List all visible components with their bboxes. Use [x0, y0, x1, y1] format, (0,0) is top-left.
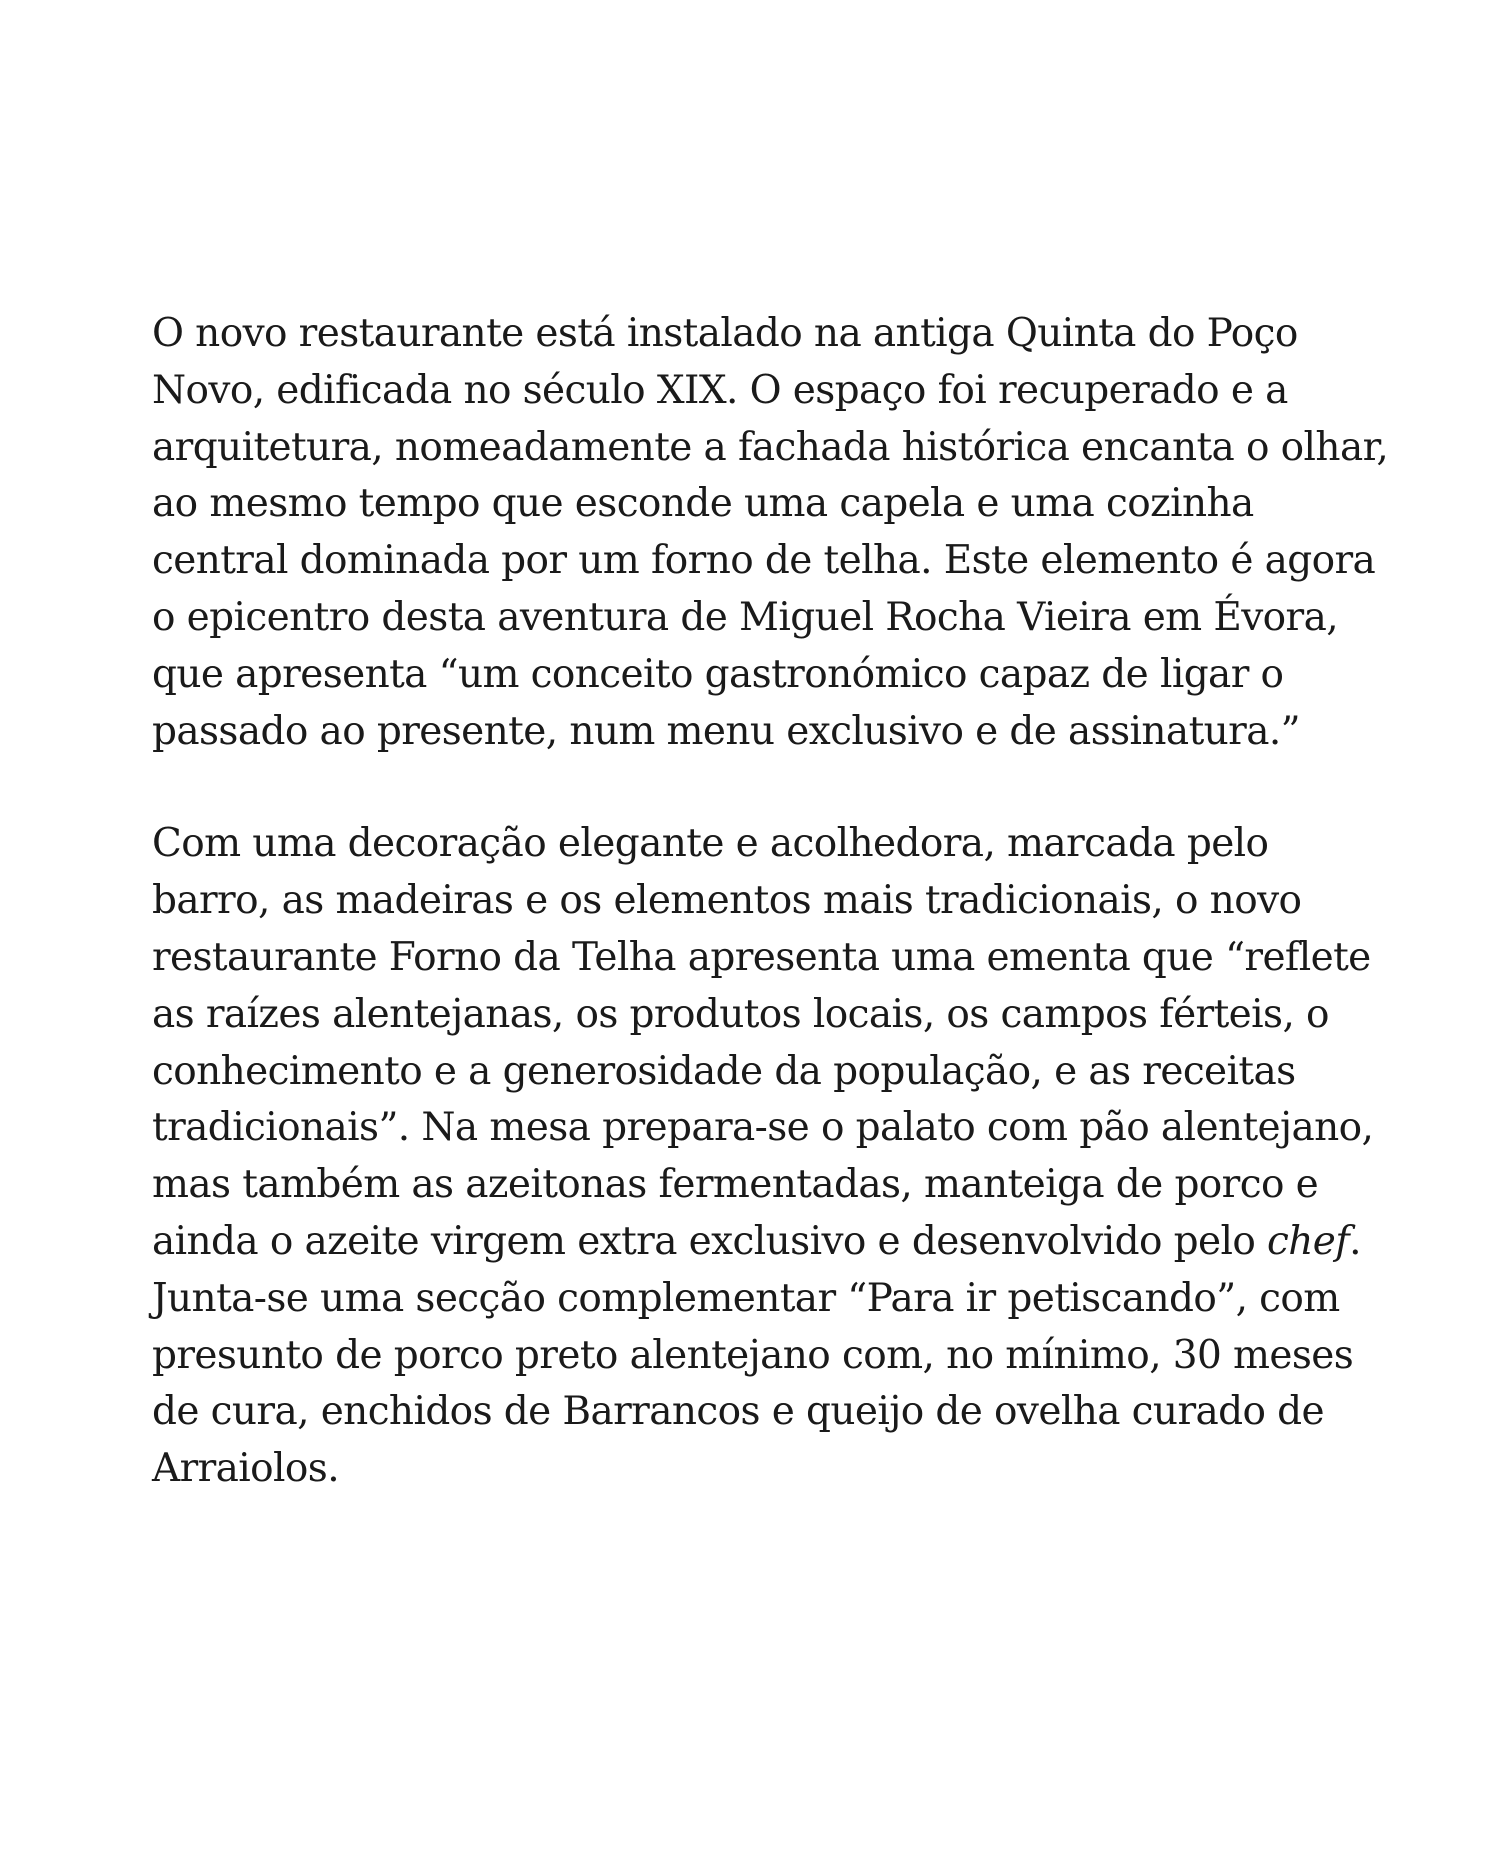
paragraph-quinta-do-poco-novo: O novo restaurante está instalado na antiga Quinta do Poço Novo, edificada no século XIX. O espaço foi recuperado e a arquitetura, nomeadamente a fachada histórica encanta o olhar, ao mesmo tempo que esconde uma capela e uma cozinha central dominada por um forno de telha. Este elemento é agora o epicentro desta aventura de Miguel Rocha Vieira em Évora, que apresenta “um conceito gastronómico capaz de ligar o passado ao presente, num menu exclusivo e de assinatura.”: [152, 311, 1389, 754]
paragraph-text: Com uma decoração elegante e acolhedora, marcada pelo barro, as madeiras e os elementos mais tradicionais, o novo restaurante Forno da Telha apresenta uma ementa que “reflete as raízes alentejanas, os produtos locais, os campos férteis, o conhecimento e a generosidade da população, e as receitas tradicionais”. Na mesa prepara-se o palato com pão alentejano, mas também as azeitonas fermentadas, manteiga de porco e ainda o azeite virgem extra exclusivo e desenvolvido pelo: [152, 821, 1374, 1264]
paragraph-forno-da-telha: [152, 816, 1392, 1498]
italic-chef-text: chef: [1267, 1218, 1350, 1264]
article-body: [152, 306, 1392, 1498]
paragraph-text-continued: . Junta-se uma secção complementar “Para ir petiscando”, com presunto de porco preto alentejano com, no mínimo, 30 meses de cura, enchidos de Barrancos e queijo de ovelha curado de Arraiolos.: [152, 1218, 1361, 1492]
